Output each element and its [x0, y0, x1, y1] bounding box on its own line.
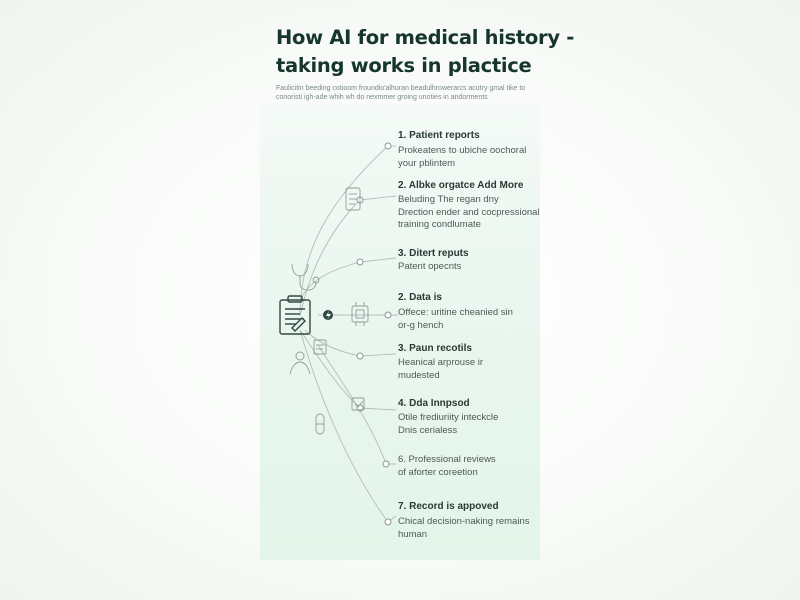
subtitle-line-2: conoristi igh-ade whih wh do nexmmer groing unoties in andorments: [276, 94, 488, 101]
marker-dot-7: [383, 461, 389, 467]
step-6: [398, 398, 540, 437]
step-4: [398, 292, 540, 332]
connector-step6: [360, 408, 396, 410]
marker-dot-4: [385, 312, 391, 318]
pill-icon: [316, 414, 324, 434]
step-3-desc-line-1: Patent opecnts: [398, 261, 462, 272]
step-5: [398, 343, 540, 382]
person-icon: [290, 352, 310, 374]
connector-main-down: [300, 330, 388, 522]
connector-main-up: [300, 146, 388, 316]
step-2-desc-line-1: Beluding The regan dny: [398, 194, 499, 205]
clipboard-document-icon: [280, 296, 310, 334]
step-5-desc-line-1: Heanical arprouse ir: [398, 357, 484, 368]
ai-chip-icon: [352, 302, 368, 326]
step-1-desc-line-1: Prokeatens to ubiche oochoral: [398, 145, 527, 156]
step-7-desc-line-2: of aforter coreetion: [398, 466, 478, 478]
title-line-2: taking works in plactice: [276, 54, 532, 77]
step-3: [398, 248, 540, 274]
document-icon: [314, 340, 326, 354]
step-6-desc-line-1: Otile frediuriity inteckcle: [398, 412, 499, 423]
step-2: [398, 180, 540, 232]
marker-dot-1: [385, 143, 391, 149]
bolt-icon: [323, 310, 333, 320]
step-4-title: 2. Data is: [398, 292, 442, 303]
step-8: [398, 501, 540, 541]
marker-dot-5: [357, 353, 363, 359]
step-2-title: 2. Albke orgatce Add More: [398, 180, 524, 191]
step-5-desc-line-2: mudested: [398, 369, 440, 381]
title-line-1: How AI for medical history -: [276, 26, 575, 49]
step-5-title: 3. Paun recotils: [398, 343, 472, 354]
step-1-title: 1. Patient reports: [398, 130, 480, 141]
step-6-desc-line-2: Dnis cerialess: [398, 424, 458, 436]
step-7-desc-line-1: 6. Professional reviews: [398, 454, 496, 465]
subtitle-line-1: Faulicitin beeding cotioom froundio'alhuran beadulhrowerarcs acutry gmal tike to: [276, 85, 526, 92]
step-4-desc-line-2: or-g hench: [398, 319, 444, 331]
connector-down-3: [305, 330, 360, 356]
connector-step2: [360, 196, 396, 200]
step-1: [398, 130, 540, 170]
step-7: [398, 454, 540, 479]
step-6-title: 4. Dda Innpsod: [398, 398, 470, 409]
step-8-desc-line-2: human: [398, 528, 428, 540]
step-1-desc-line-2: your pblintem: [398, 157, 456, 169]
step-3-title: 3. Ditert reputs: [398, 248, 469, 259]
marker-dot-8: [385, 519, 391, 525]
connector-step3: [360, 258, 396, 262]
marker-dot-3: [357, 259, 363, 265]
step-4-desc-line-1: Offece: uritine cheanied sin: [398, 307, 513, 318]
step-8-title: 7. Record is appoved: [398, 501, 499, 512]
step-2-desc-line-3: training condlumate: [398, 219, 481, 230]
step-2-desc-line-2: Drection ender and cocpressional: [398, 206, 540, 218]
connector-step5: [360, 354, 396, 356]
step-8-desc-line-1: Chical decision-naking remains: [398, 516, 530, 527]
connector-up-3: [300, 262, 360, 300]
